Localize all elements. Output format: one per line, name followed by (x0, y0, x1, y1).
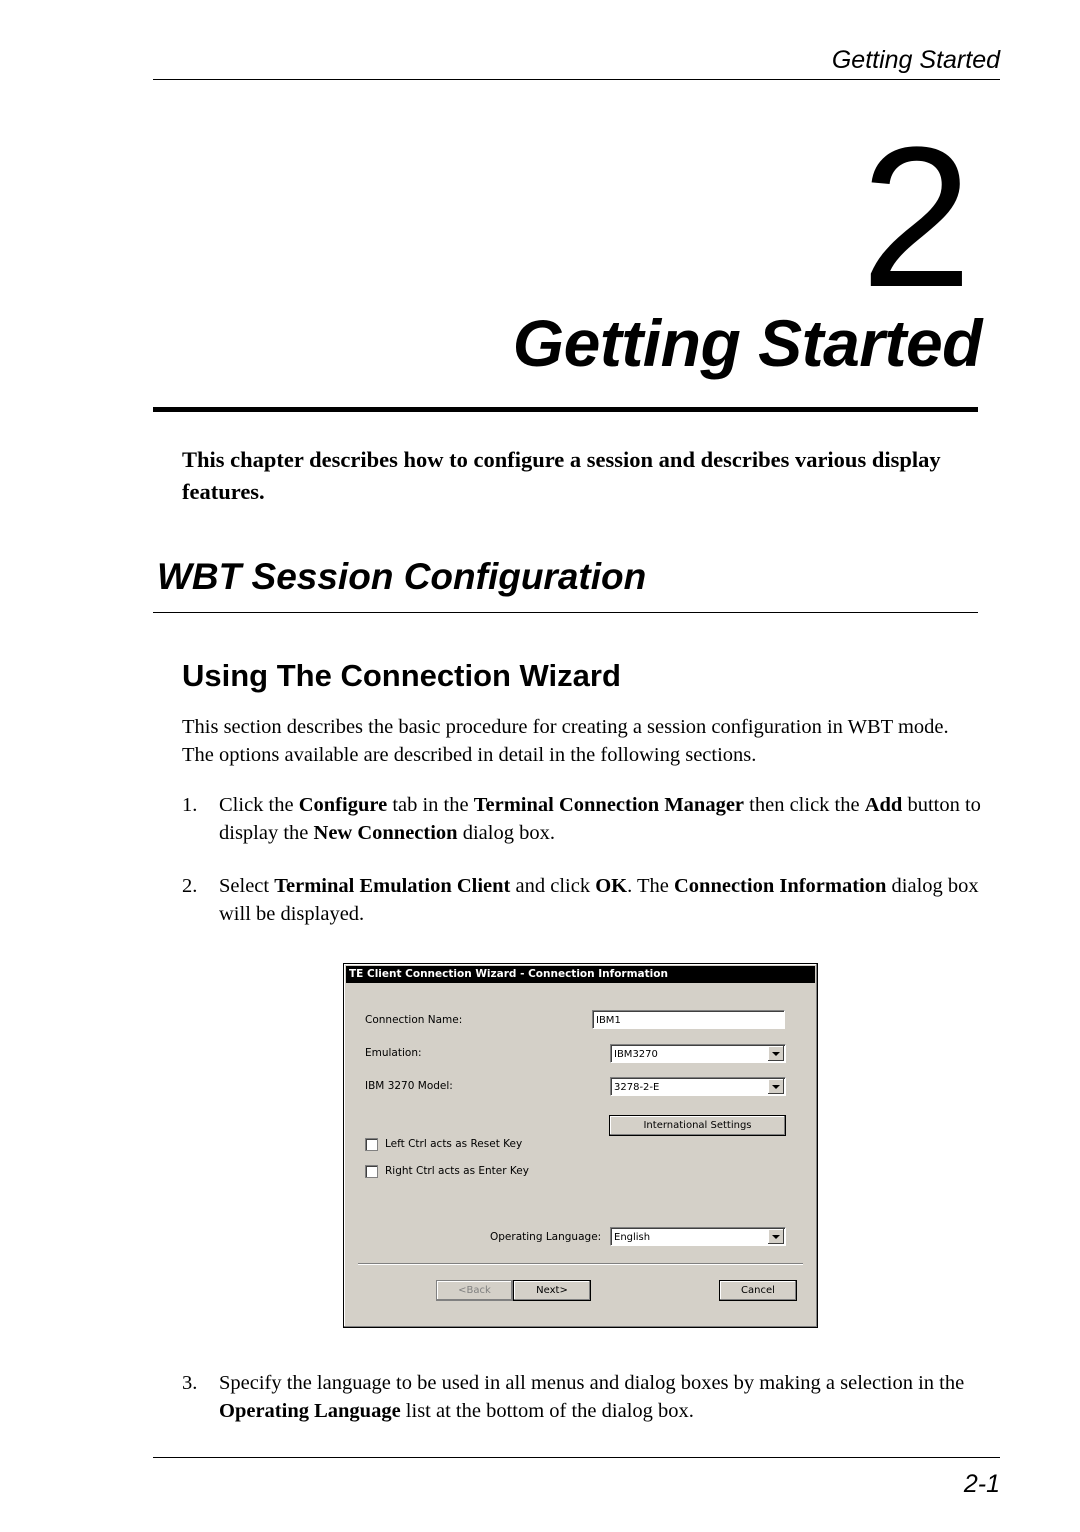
back-button[interactable]: <Back (436, 1280, 513, 1301)
running-head: Getting Started (831, 46, 1000, 74)
page-number: 2-1 (963, 1470, 1000, 1498)
connection-name-label: Connection Name: (365, 1014, 463, 1026)
section-rule (153, 612, 978, 613)
step-text: Click the Configure tab in the Terminal Connection Manager then click the Add button to display the New Connection dialog box. (219, 794, 981, 844)
step-number: 1. (182, 794, 198, 816)
section-heading: WBT Session Configuration (157, 556, 647, 597)
section-body: This section describes the basic procedure for creating a session configuration in WBT mode. The options available are described in detail in the following sections. (182, 716, 949, 766)
header-rule (153, 79, 1000, 80)
emulation-value: IBM3270 (614, 1049, 658, 1060)
dialog-title-bar: TE Client Connection Wizard - Connection Information (346, 966, 815, 983)
operating-language-value: English (614, 1232, 651, 1243)
left-ctrl-label: Left Ctrl acts as Reset Key (385, 1138, 523, 1150)
step-text: Select Terminal Emulation Client and click OK. The Connection Information dialog box will be displayed. (219, 875, 979, 925)
emulation-label: Emulation: (365, 1047, 422, 1059)
connection-name-input[interactable]: IBM1 (592, 1010, 785, 1029)
footer-rule (153, 1457, 1000, 1458)
chapter-title: Getting Started (512, 306, 982, 380)
step-number: 3. (182, 1372, 198, 1394)
chevron-down-icon[interactable] (768, 1229, 784, 1244)
international-settings-button[interactable]: International Settings (609, 1115, 786, 1136)
left-ctrl-checkbox[interactable] (365, 1138, 378, 1151)
next-button[interactable]: Next> (513, 1280, 591, 1301)
step-number: 2. (182, 875, 198, 897)
model-label: IBM 3270 Model: (365, 1080, 453, 1092)
chapter-intro: This chapter describes how to configure a session and describes various display features. (182, 447, 941, 504)
operating-language-label: Operating Language: (490, 1231, 602, 1243)
step-text: Specify the language to be used in all menus and dialog boxes by making a selection in the Operating Language list at the bottom of the dialog box. (219, 1372, 965, 1422)
emulation-select[interactable] (610, 1044, 786, 1063)
step-1 (182, 791, 982, 847)
cancel-button[interactable]: Cancel (719, 1280, 797, 1301)
right-ctrl-label: Right Ctrl acts as Enter Key (385, 1165, 529, 1177)
dialog-separator (358, 1263, 803, 1265)
chapter-number: 2 (860, 106, 972, 329)
operating-language-select[interactable] (610, 1227, 786, 1246)
step-3 (182, 1369, 982, 1425)
step-2 (182, 872, 982, 928)
chapter-title-rule (153, 407, 978, 412)
right-ctrl-checkbox[interactable] (365, 1165, 378, 1178)
chevron-down-icon[interactable] (768, 1079, 784, 1094)
model-value: 3278-2-E (614, 1082, 660, 1093)
connection-information-dialog (343, 963, 818, 1328)
model-select[interactable] (610, 1077, 786, 1096)
chevron-down-icon[interactable] (768, 1046, 784, 1061)
subsection-heading: Using The Connection Wizard (182, 658, 621, 693)
